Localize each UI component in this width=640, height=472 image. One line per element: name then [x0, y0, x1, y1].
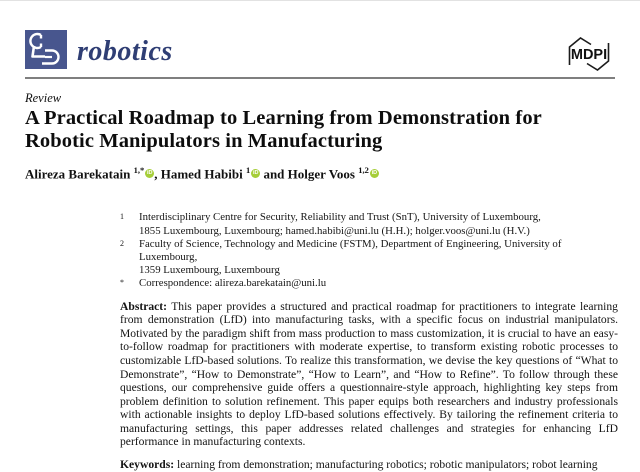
- affiliation-line: 1359 Luxembourg, Luxembourg: [139, 264, 280, 277]
- author-separator: ,: [154, 166, 161, 182]
- author-name: Hamed Habibi: [160, 166, 243, 182]
- keywords-paragraph: [120, 458, 618, 472]
- keywords-text: learning from demonstration; manufacturing robotics; robotic manipulators; robot learning: [177, 458, 598, 472]
- affiliation-line: Correspondence: alireza.barekatain@uni.lu: [139, 277, 327, 290]
- article-type-label: Review: [25, 91, 62, 105]
- affiliation-marker: 1: [120, 212, 124, 222]
- orcid-icon[interactable]: iD: [146, 170, 153, 177]
- affiliation-marker: 2: [120, 238, 124, 248]
- mdpi-publisher-logo: [563, 34, 615, 74]
- affiliation-line: Interdisciplinary Centre for Security, Reliability and Trust (SnT), University of Luxembourg,: [139, 211, 541, 224]
- affiliation-line: 1855 Luxembourg, Luxembourg; hamed.habibi@uni.lu (H.H.); holger.voos@uni.lu (H.V.): [139, 224, 530, 237]
- correspondence-marker: *: [120, 278, 124, 288]
- journal-brand: [25, 30, 173, 69]
- authors-line: [25, 165, 615, 182]
- paper-page: [0, 1, 640, 472]
- correspondence-item: [120, 277, 618, 290]
- affiliation-item: [120, 238, 618, 278]
- correspondence-text: [139, 277, 618, 290]
- abstract-label: Abstract:: [120, 299, 168, 313]
- abstract-paragraph: [120, 300, 618, 450]
- mdpi-logo-text: MDPI: [570, 47, 608, 63]
- article-title: [25, 107, 615, 153]
- robotics-journal-logo-icon: [25, 30, 67, 69]
- orcid-icon[interactable]: iD: [371, 170, 378, 177]
- header-divider: [25, 77, 615, 79]
- author-affiliation-sup: 1: [245, 165, 251, 175]
- affiliation-line: Faculty of Science, Technology and Medicine (FSTM), Department of Engineering, University of Luxembourg,: [139, 237, 562, 263]
- keywords-label: Keywords:: [120, 458, 175, 472]
- author-affiliation-sup: 1,*: [133, 165, 145, 175]
- author-name: Holger Voos: [287, 166, 355, 182]
- journal-name: robotics: [77, 35, 173, 67]
- author-last-separator: and: [260, 166, 288, 182]
- journal-header: [25, 30, 615, 74]
- affiliation-item: [120, 211, 618, 237]
- orcid-icon[interactable]: iD: [252, 170, 259, 177]
- author-name: Alireza Barekatain: [25, 166, 131, 182]
- abstract-text: This paper provides a structured and practical roadmap for practitioners to integrate learning from demonstration (LfD) into manufacturing tasks, with a specific focus on industrial manipulators. Motivated by the paradigm shift from mass production to mass customization, it is crucial to have an easy-to-follow roadmap for practitioners with moderate expertise, to transform existing robotic processes to customizable LfD-based solutions. To realize this transformation, we devise the key questions of “What to Demonstrate”, “How to Demonstrate”, “How to Learn”, and “How to Refine”. To follow through these questions, our comprehensive guide offers a questionnaire-style approach, highlighting key steps from problem definition to solution refinement. This paper equips both researchers and industry professionals with actionable insights to deploy LfD-based solutions effectively. By tailoring the refinement criteria to manufacturing settings, this paper addresses related challenges and strategies for enhancing LfD performance in manufacturing contexts.: [120, 299, 618, 449]
- author-affiliation-sup: 1,2: [358, 165, 369, 175]
- article-title-line2: Robotic Manipulators in Manufacturing: [25, 130, 383, 152]
- article-meta-column: [120, 211, 618, 471]
- affiliation-text: [139, 238, 618, 278]
- article-title-line1: A Practical Roadmap to Learning from Demonstration for: [25, 107, 542, 129]
- affiliation-text: [139, 211, 618, 237]
